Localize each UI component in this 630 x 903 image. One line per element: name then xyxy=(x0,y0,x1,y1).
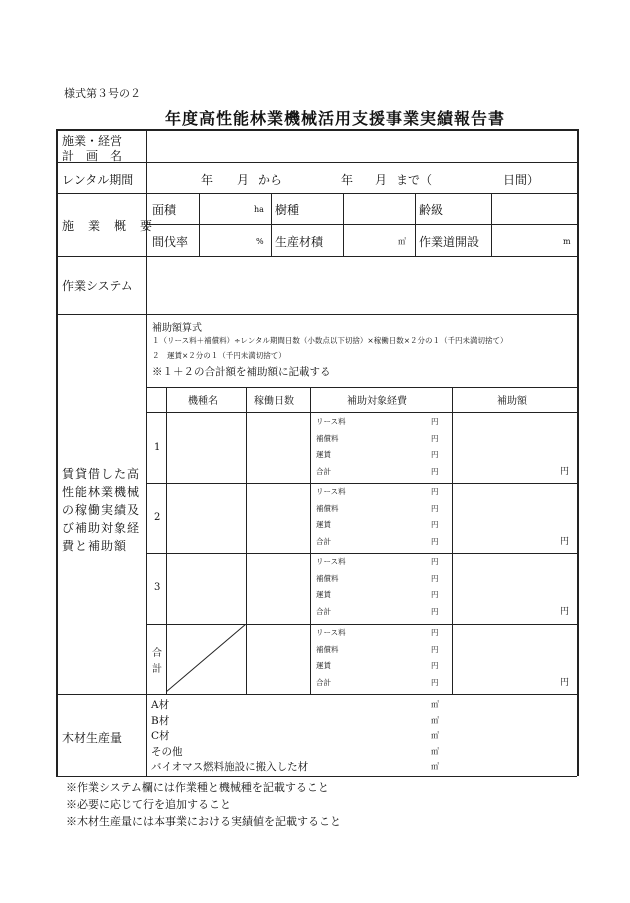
expense-item-label: 補償料 xyxy=(316,573,339,583)
subsidy-label-line: の稼働実績及 xyxy=(62,503,141,517)
expense-item-label: リース料 xyxy=(316,417,346,426)
rule-h xyxy=(146,412,577,413)
expense-yen-unit: 円 xyxy=(431,677,439,687)
timber-volume-label: 木材生産量 xyxy=(62,731,123,745)
thinning-unit: % xyxy=(256,237,264,246)
timber-item-label: バイオマス燃料施設に搬入した材 xyxy=(151,761,309,773)
rental-month1: 月 xyxy=(237,173,250,187)
header-eligible-expense: 補助対象経費 xyxy=(347,396,407,407)
rule-v xyxy=(577,129,579,776)
plan-name-field[interactable] xyxy=(146,131,576,161)
rental-month2: 月 xyxy=(375,173,388,187)
timber-item-unit: ㎥ xyxy=(431,731,439,740)
timber-item-label: その他 xyxy=(151,745,183,758)
timber-item-label: A材 xyxy=(151,699,170,711)
timber-item-unit: ㎥ xyxy=(431,746,439,756)
expense-item-label: 補償料 xyxy=(316,503,339,513)
area-label: 面積 xyxy=(152,203,177,217)
expense-yen-unit: 円 xyxy=(431,433,439,443)
form-number: 様式第３号の２ xyxy=(64,87,141,100)
expense-item-label: 合計 xyxy=(316,466,331,476)
note-2: ※必要に応じて行を追加すること xyxy=(66,798,231,811)
expense-yen-unit: 円 xyxy=(431,557,439,566)
rule-v xyxy=(310,387,311,694)
plan-label-line1: 施業・経営 xyxy=(62,134,123,148)
expense-item-label: リース料 xyxy=(316,628,346,637)
expense-item-label: 合計 xyxy=(316,536,331,546)
timber-item-label: B材 xyxy=(151,714,170,727)
total-label-line1: 合 xyxy=(152,648,162,659)
rental-period-label: レンタル期間 xyxy=(62,173,134,187)
subsidy-amount-yen-unit: 円 xyxy=(560,537,570,547)
expense-yen-unit: 円 xyxy=(431,520,439,529)
expense-item-label: リース料 xyxy=(316,487,346,496)
rule-h xyxy=(146,553,577,554)
expense-item-label: 補償料 xyxy=(316,644,339,654)
road-label: 作業道開設 xyxy=(419,235,480,249)
expense-yen-unit: 円 xyxy=(431,606,439,616)
row-number-2: 2 xyxy=(154,512,161,523)
note-1: ※作業システム欄には作業種と機械種を記載すること xyxy=(66,781,329,794)
rule-v xyxy=(246,387,247,694)
rule-h xyxy=(56,314,577,315)
header-subsidy-amount: 補助額 xyxy=(497,396,527,407)
rental-year1: 年 xyxy=(201,173,214,187)
overview-label: 施 業 概 要 xyxy=(62,219,154,233)
subsidy-amount-yen-unit: 円 xyxy=(560,467,570,477)
expense-yen-unit: 円 xyxy=(431,487,439,496)
subsidy-label-line: 費と補助額 xyxy=(62,539,128,553)
formula-2: ２ 運賃×２分の１（千円未満切捨て） xyxy=(152,351,286,360)
rule-h xyxy=(56,694,577,695)
subsidy-amount-yen-unit: 円 xyxy=(560,607,570,617)
rental-days: 日間） xyxy=(503,173,540,187)
rental-year2: 年 xyxy=(341,173,354,187)
volume-unit: ㎥ xyxy=(398,237,406,246)
expense-yen-unit: 円 xyxy=(431,417,439,426)
volume-label: 生産材積 xyxy=(275,235,324,249)
header-operating-days: 稼働日数 xyxy=(254,396,294,407)
rule-h xyxy=(56,193,577,194)
expense-yen-unit: 円 xyxy=(431,661,439,670)
row-number-3: 3 xyxy=(154,582,161,593)
rule-v xyxy=(452,387,453,694)
total-diagonal-slash xyxy=(166,624,246,692)
formula-title: 補助額算式 xyxy=(152,323,202,334)
expense-item-label: 補償料 xyxy=(316,433,339,443)
formula-note: ※１＋２の合計額を補助額に記載する xyxy=(152,366,331,378)
expense-yen-unit: 円 xyxy=(431,536,439,546)
subsidy-amount-yen-unit: 円 xyxy=(560,678,570,688)
species-label: 樹種 xyxy=(275,203,300,217)
rental-from: から xyxy=(258,173,283,187)
rule-v xyxy=(343,193,344,256)
rule-v xyxy=(271,193,272,256)
header-model: 機種名 xyxy=(188,396,218,407)
subsidy-label-line: 賃貸借した高 xyxy=(62,467,141,481)
work-system-label: 作業システム xyxy=(62,279,133,293)
expense-item-label: 合計 xyxy=(316,606,331,616)
expense-item-label: 運賃 xyxy=(316,520,331,529)
rule-h xyxy=(146,387,577,388)
expense-yen-unit: 円 xyxy=(431,590,439,599)
rule-h xyxy=(56,162,577,163)
subsidy-label-line: 性能林業機械 xyxy=(62,485,141,499)
expense-yen-unit: 円 xyxy=(431,450,439,459)
plan-label-line2: 計 画 名 xyxy=(62,149,123,163)
total-label-line2: 計 xyxy=(152,664,162,675)
age-label: 齢級 xyxy=(419,203,444,217)
expense-yen-unit: 円 xyxy=(431,628,439,637)
expense-yen-unit: 円 xyxy=(431,503,439,513)
rule-v xyxy=(491,193,492,256)
rule-v xyxy=(56,129,58,776)
expense-yen-unit: 円 xyxy=(431,573,439,583)
page-title: 年度高性能林業機械活用支援事業実績報告書 xyxy=(164,109,505,128)
expense-yen-unit: 円 xyxy=(431,466,439,476)
row-number-1: 1 xyxy=(154,442,161,453)
timber-item-unit: ㎥ xyxy=(431,700,439,709)
rule-v xyxy=(415,193,416,256)
rule-v xyxy=(199,193,200,256)
rental-until: まで（ xyxy=(396,173,433,187)
area-unit: ha xyxy=(254,205,264,214)
timber-item-unit: ㎥ xyxy=(431,715,439,725)
note-3: ※木材生産量には本事業における実績値を記載すること xyxy=(66,815,341,828)
timber-item-label: C材 xyxy=(151,730,170,742)
formula-1: １（リース料＋補償料）÷レンタル期間日数（小数点以下切捨）×稼働日数×２分の１（千円未満切捨て） xyxy=(152,336,508,345)
rule-h xyxy=(146,483,577,484)
expense-item-label: リース料 xyxy=(316,557,346,566)
rule-h xyxy=(56,776,577,777)
expense-yen-unit: 円 xyxy=(431,644,439,654)
timber-item-unit: ㎥ xyxy=(431,762,439,771)
thinning-label: 間伐率 xyxy=(152,235,189,249)
rule-h xyxy=(146,224,577,225)
subsidy-label-line: び補助対象経 xyxy=(62,521,141,535)
road-unit: m xyxy=(563,237,571,246)
expense-item-label: 合計 xyxy=(316,677,331,687)
expense-item-label: 運賃 xyxy=(316,661,331,670)
work-system-field[interactable] xyxy=(146,257,576,313)
expense-item-label: 運賃 xyxy=(316,590,331,599)
expense-item-label: 運賃 xyxy=(316,450,331,459)
